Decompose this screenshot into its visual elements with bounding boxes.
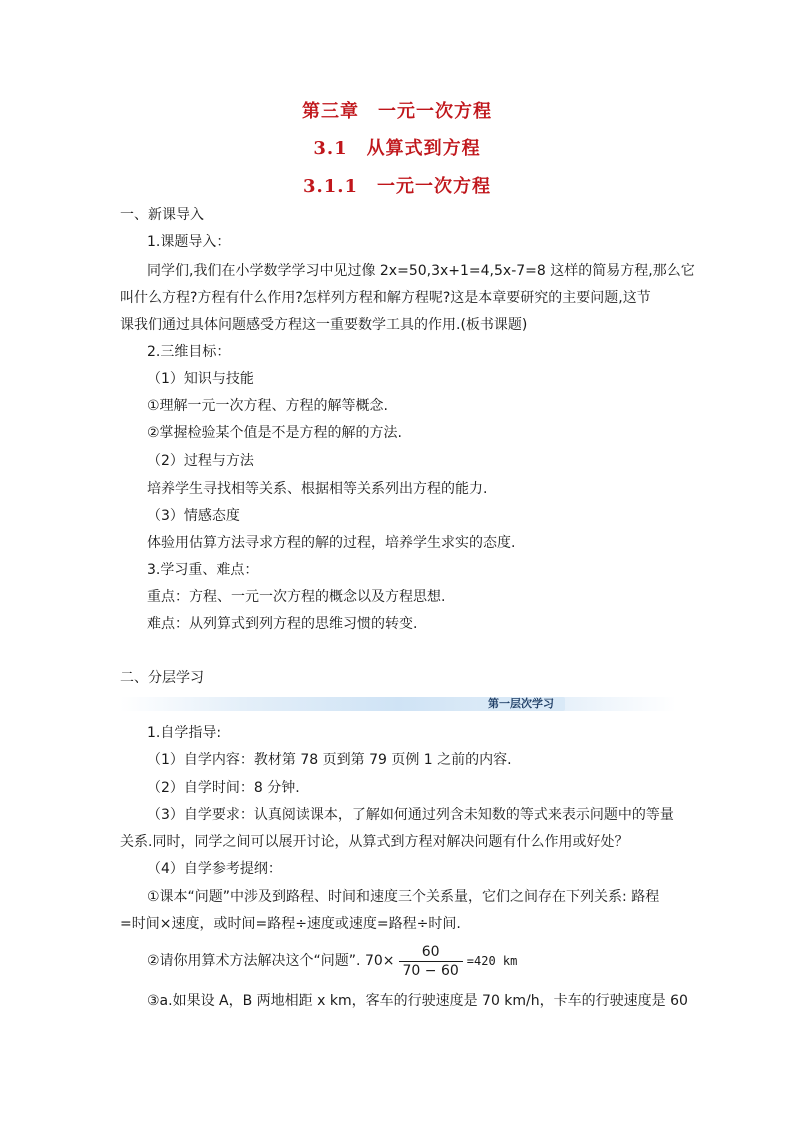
chapter-title: 第三章 一元一次方程 [302,101,492,122]
key-point-text: 重点：方程、一元一次方程的概念以及方程思想. [147,589,446,605]
intro-paragraph-line: 课我们通过具体问题感受方程这一重要数学工具的作用.(板书课题) [120,317,528,333]
outline-label: （4）自学参考提纲： [147,861,282,877]
goal-process-text: 培养学生寻找相等关系、根据相等关系列出方程的能力. [147,481,488,497]
goal-knowledge-label: （1）知识与技能 [147,371,254,387]
fraction-numerator: 60 [421,943,440,960]
self-study-requirement-line: 关系.同时，同学之间可以展开讨论，从算式到方程对解决问题有什么作用或好处？ [120,834,629,850]
goal-knowledge-item: ②掌握检验某个值是不是方程的解的方法. [147,425,402,441]
fraction-denominator: 70 − 60 [399,961,463,980]
arithmetic-result: =420 km [466,954,518,968]
outline-item-line: =时间×速度，或时间=路程÷速度或速度=路程÷时间. [120,916,461,932]
goal-knowledge-item: ①理解一元一次方程、方程的解等概念. [147,398,388,414]
part1-heading: 一、新课导入 [120,207,204,223]
level-banner-label: 第一层次学习 [477,697,565,711]
self-study-time: （2）自学时间：8 分钟. [147,780,300,796]
subsection-title: 3.1.1 一元一次方程 [302,176,492,197]
self-study-content: （1）自学内容：教材第 78 页到第 79 页例 1 之前的内容. [147,752,512,768]
self-study-requirement-line: （3）自学要求：认真阅读课本，了解如何通过列含未知数的等式来表示问题中的等量 [147,807,674,823]
key-points-label: 3.学习重、难点： [147,562,259,578]
intro-paragraph-line: 叫什么方程?方程有什么作用?怎样列方程和解方程呢?这是本章要研究的主要问题,这节 [120,290,651,306]
goal-attitude-text: 体验用估算方法寻求方程的解的过程，培养学生求实的态度. [147,535,516,551]
arithmetic-prefix: ②请你用算术方法解决这个“问题”. 70× [147,953,395,969]
fraction [399,943,463,980]
outline-item-arithmetic [147,942,517,980]
section-title: 3.1 从算式到方程 [313,138,481,159]
part2-heading: 二、分层学习 [120,670,204,686]
difficulty-text: 难点：从列算式到列方程的思维习惯的转变. [147,616,418,632]
goals-label: 2.三维目标： [147,344,231,360]
goal-attitude-label: （3）情感态度 [147,508,240,524]
goal-process-label: （2）过程与方法 [147,453,254,469]
outline-item-line: ①课本“问题”中涉及到路程、时间和速度三个关系量，它们之间存在下列关系: 路程 [147,889,660,905]
intro-paragraph-line: 同学们,我们在小学数学学习中见过像 2x=50,3x+1=4,5x-7=8 这样的简易方程,那么它 [147,263,695,279]
outline-item-line: ③a.如果设 A，B 两地相距 x km，客车的行驶速度是 70 km/h，卡车的行驶速度是 60 [147,993,688,1009]
intro-label: 1.课题导入： [147,234,231,250]
level-banner [120,697,676,711]
self-study-label: 1.自学指导: [147,725,222,741]
